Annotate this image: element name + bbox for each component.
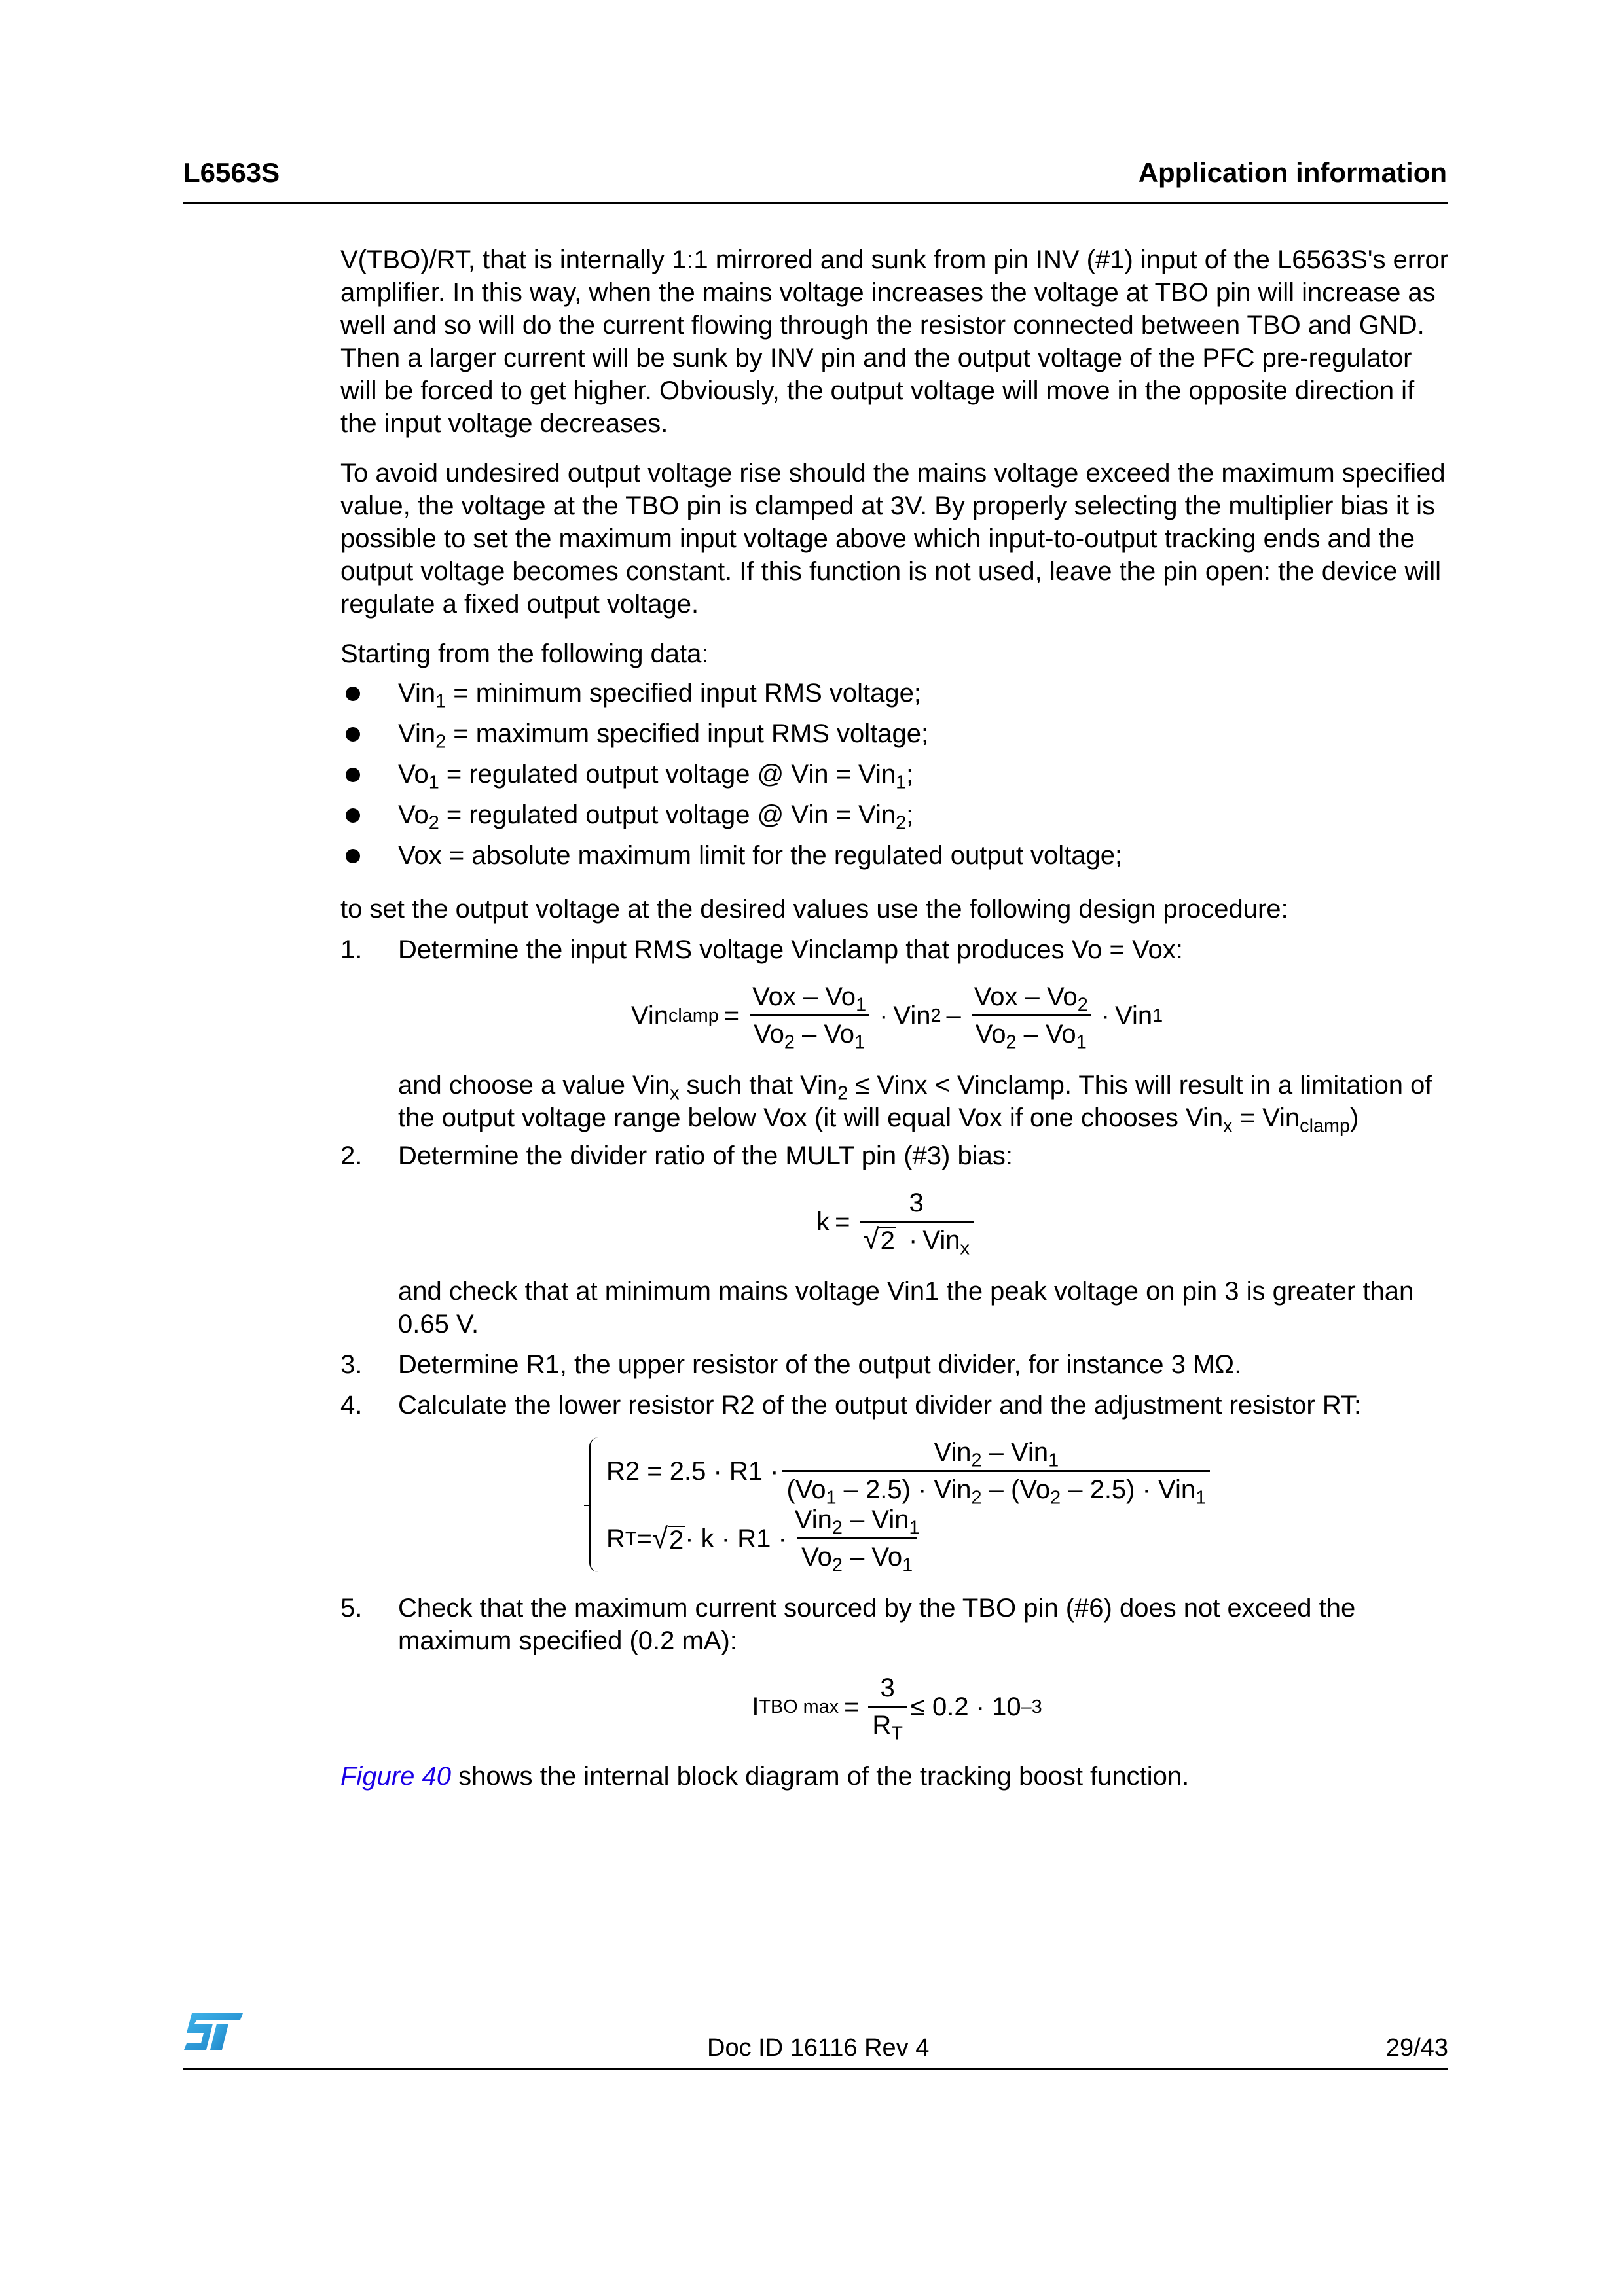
data-list — [340, 677, 1453, 880]
bullet-icon — [346, 849, 360, 863]
paragraph-3: Starting from the following data: — [340, 639, 709, 668]
header-divider — [183, 202, 1448, 204]
fraction: $\frac{Vox - Vo_1}{Vo_2 - Vo_1}$ — [748, 982, 870, 1049]
step-number: 4. — [340, 1391, 363, 1420]
paragraph-1: V(TBO)/RT, that is internally 1:1 mirrored and sunk from pin INV (#1) input of the L6563S's error amplifier. In this way, when the mains voltage increases the voltage at TBO pin will increase as well and so will do the current flowing through the resistor connected between TBO and GND. Then a larger current will be sunk by INV pin and the output voltage of the PFC pre-regulator will be forced to get higher. Obviously, the output voltage will move in the opposite direction if the input voltage decreases. — [340, 245, 1449, 438]
list-item: $Vo_1$ = regulated output voltage @ Vin = Vin$_1$; — [340, 758, 1453, 798]
doc-id: Doc ID 16116 Rev 4 — [707, 2034, 930, 2062]
equation-system-r2-rt — [340, 1437, 1453, 1576]
list-item: Vin$_2$ = maximum specified input RMS voltage; — [340, 717, 1453, 758]
step-1 — [340, 933, 1453, 966]
section-title: Application information — [1138, 157, 1447, 188]
bullet-icon — [346, 727, 360, 742]
step-text: Check that the maximum current sourced by the TBO pin (#6) does not exceed the maximum specified (0.2 mA): — [398, 1594, 1356, 1655]
footer-divider — [183, 2068, 1448, 2070]
step-number: 1. — [340, 935, 363, 964]
product-name: L6563S — [183, 157, 280, 188]
step-2 — [340, 1139, 1453, 1172]
step-number: 5. — [340, 1594, 363, 1623]
paragraph-4: to set the output voltage at the desired values use the following design procedure: — [340, 895, 1288, 924]
page-header — [183, 157, 1447, 203]
list-item: Vin$_1$ = minimum specified input RMS voltage; — [340, 677, 1453, 717]
bullet-icon — [346, 768, 360, 782]
fraction: 3 √ 2 · Vin$_x$ — [860, 1188, 974, 1255]
equation-vinclamp: Vin clamp = $\frac{Vox - Vo_1}{Vo_2 - Vo_1}$ · Vin 2 – $\frac{Vox - Vo_2}{Vo_2 - Vo_1}$ · Vin 1 — [630, 982, 1163, 1053]
step-5 — [340, 1592, 1453, 1657]
square-root: √ 2 — [863, 1223, 895, 1255]
square-root: √ 2 — [651, 1522, 684, 1554]
bullet-icon — [346, 808, 360, 823]
st-logo-icon — [180, 2009, 246, 2055]
step-number: 3. — [340, 1350, 363, 1379]
step-3 — [340, 1348, 1453, 1381]
step-text: Determine the input RMS voltage Vinclamp that produces Vo = Vox: — [398, 935, 1183, 964]
equation-rt: R T = √ 2 · k · R1 · $\frac{Vin_2 - Vin_1}{Vo_2 - Vo_1}$ — [606, 1505, 1214, 1572]
step-2-note: and check that at minimum mains voltage Vin1 the peak voltage on pin 3 is greater than 0.65 V. — [398, 1277, 1414, 1338]
fraction: $\frac{Vin_2 - Vin_1}{Vo_2 - Vo_1}$ — [794, 1505, 920, 1576]
step-4 — [340, 1389, 1453, 1422]
step-1-note: and choose a value Vin$_x$ such that Vin$_2$ ≤ Vinx < Vinclamp. This will result in a limitation of the output voltage range below Vox (it will equal Vox if one chooses Vin$_x$ = Vin$_{clamp}$) — [398, 1071, 1432, 1137]
list-item: Vox = absolute maximum limit for the regulated output voltage; — [340, 839, 1453, 880]
paragraph-2: To avoid undesired output voltage rise should the mains voltage exceed the maximum specified value, the voltage at the TBO pin is clamped at 3V. By properly selecting the multiplier bias it is possible to set the maximum input voltage above which input-to-output tracking ends and the output voltage becomes constant. If this function is not used, leave the pin open: the device will regulate a fixed output voltage. — [340, 459, 1446, 619]
equation-k: k = 3 √ 2 · Vin$_x$ — [340, 1188, 1453, 1255]
equation-itbo: I TBO max = $\frac{3}{R_T}$ ≤ 0.2 · 10 –3 — [752, 1674, 1042, 1744]
equation-r2: R2 = 2.5 · R1 · $\frac{Vin_2 - Vin_1}{(Vo_1 - 2.5) \cdot Vin_2 - (Vo_2 - 2.5) \cdot Vin_1}$ — [606, 1437, 1214, 1505]
fraction: $\frac{Vox - Vo_2}{Vo_2 - Vo_1}$ — [970, 982, 1092, 1049]
step-number: 2. — [340, 1141, 363, 1170]
bullet-icon — [346, 687, 360, 701]
figure-40-link[interactable]: Figure 40 — [340, 1762, 451, 1791]
page-body — [340, 243, 1453, 1810]
closing-paragraph: Figure 40 shows the internal block diagram of the tracking boost function. — [340, 1762, 1190, 1791]
list-item: $Vo_2$ = regulated output voltage @ Vin = Vin$_2$; — [340, 798, 1453, 839]
step-text: Calculate the lower resistor R2 of the output divider and the adjustment resistor RT: — [398, 1391, 1362, 1420]
brace-icon — [589, 1437, 602, 1572]
fraction: $\frac{3}{R_T}$ — [868, 1673, 906, 1740]
page-number: 29/43 — [1385, 2034, 1448, 2062]
step-text: Determine R1, the upper resistor of the output divider, for instance 3 MΩ. — [398, 1350, 1242, 1379]
step-text: Determine the divider ratio of the MULT pin (#3) bias: — [398, 1141, 1013, 1170]
fraction: $\frac{Vin_2 - Vin_1}{(Vo_1 - 2.5) \cdot Vin_2 - (Vo_2 - 2.5) \cdot Vin_1}$ — [782, 1437, 1210, 1505]
